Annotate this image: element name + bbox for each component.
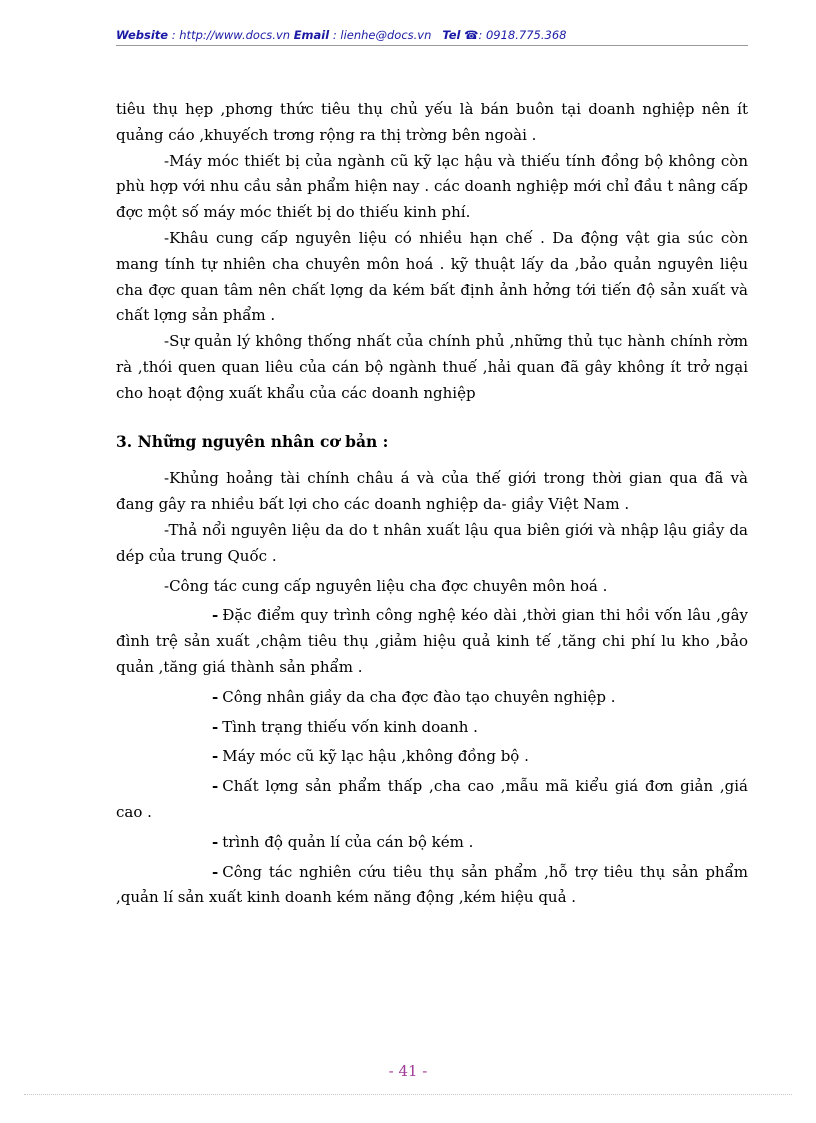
paragraph-continuation: tiêu thụ hẹp ,phơng thức tiêu thụ chủ yếu là bán buôn tại doanh nghiệp nên ít quảng cáo ,khuyếch trơng rộng ra thị trờng bên ngoài .	[116, 100, 748, 144]
list-item-text: Công nhân giầy da cha đợc đào tạo chuyên nghiệp .	[222, 687, 616, 706]
list-item	[116, 830, 748, 856]
list-item-text: Công tác nghiên cứu tiêu thụ sản phẩm ,hỗ trợ tiêu thụ sản phẩm ,quản lí sản xuất kinh doanh kém năng động ,kém hiệu quả .	[116, 862, 748, 907]
paragraph-management: -Sự quản lý không thống nhất của chính phủ ,những thủ tục hành chính rờm rà ,thói quen quan liêu của cán bộ ngành thuế ,hải quan đã gây không ít trở ngại cho hoạt động xuất khẩu của các doanh nghiệp	[116, 332, 748, 402]
footer-divider	[24, 1094, 792, 1095]
list-item	[116, 774, 748, 826]
list-item-text: Tình trạng thiếu vốn kinh doanh .	[222, 717, 478, 736]
bullet-marker: -	[212, 862, 219, 881]
document-body	[116, 97, 748, 915]
list-item-text: Đặc điểm quy trình công nghệ kéo dài ,thời gian thi hồi vốn lâu ,gây đình trệ sản xuất ,chậm tiêu thụ ,giảm hiệu quả kinh tế ,tăng chi phí lu kho ,bảo quản ,tăng giá thành sản phẩm .	[116, 606, 748, 676]
phone-icon: ☎	[464, 28, 479, 42]
bullet-marker: -	[212, 832, 219, 851]
page-number: - 41 -	[388, 1062, 428, 1080]
list-item	[116, 603, 748, 680]
tel-label: Tel	[442, 28, 461, 42]
website-url[interactable]: http://www.docs.vn	[179, 28, 291, 42]
tel-value: : 0918.775.368	[478, 28, 567, 42]
section-heading: 3. Những nguyên nhân cơ bản :	[116, 431, 389, 451]
list-item	[116, 715, 748, 741]
email-value[interactable]: : lienhe@docs.vn	[329, 28, 432, 42]
list-item	[116, 860, 748, 912]
bullet-marker: -	[212, 717, 219, 736]
list-item-text: Máy móc cũ kỹ lạc hậu ,không đồng bộ .	[222, 747, 529, 766]
website-separator: :	[168, 28, 180, 42]
paragraph-smuggling: -Thả nổi nguyên liệu da do t nhân xuất lậu qua biên giới và nhập lậu giầy da dép của trung Quốc .	[116, 520, 748, 565]
header-divider	[116, 45, 748, 46]
paragraph-equipment: -Máy móc thiết bị của ngành cũ kỹ lạc hậu và thiếu tính đồng bộ không còn phù hợp với nhu cầu sản phẩm hiện nay . các doanh nghiệp mới chỉ đầu t nâng cấp đợc một số máy móc thiết bị do thiếu kinh phí.	[116, 151, 748, 222]
page-header	[116, 28, 748, 42]
list-item	[116, 744, 748, 770]
paragraph-materials: -Khâu cung cấp nguyên liệu có nhiều hạn chế . Da động vật gia súc còn mang tính tự nhiên cha chuyên môn hoá . kỹ thuật lấy da ,bảo quản nguyên liệu cha đợc quan tâm nên chất lợng da kém bất định ảnh hởng tới tiến độ sản xuất và chất lợng sản phẩm .	[116, 228, 748, 325]
email-label: Email	[293, 28, 330, 42]
paragraph-supply: -Công tác cung cấp nguyên liệu cha đợc chuyên môn hoá .	[164, 576, 608, 595]
paragraph-crisis: -Khủng hoảng tài chính châu á và của thế giới trong thời gian qua đã và đang gây ra nhiều bất lợi cho các doanh nghiệp da- giầy Việt Nam .	[116, 469, 748, 514]
bullet-marker: -	[212, 777, 219, 796]
bullet-marker: -	[212, 687, 219, 706]
website-label: Website	[116, 28, 169, 42]
list-item-text: trình độ quản lí của cán bộ kém .	[222, 832, 474, 851]
list-item	[116, 685, 748, 711]
bullet-marker: -	[212, 747, 219, 766]
list-item-text: Chất lợng sản phẩm thấp ,cha cao ,mẫu mã kiểu giá đơn giản ,giá cao .	[116, 777, 748, 821]
bullet-marker: -	[212, 606, 219, 625]
